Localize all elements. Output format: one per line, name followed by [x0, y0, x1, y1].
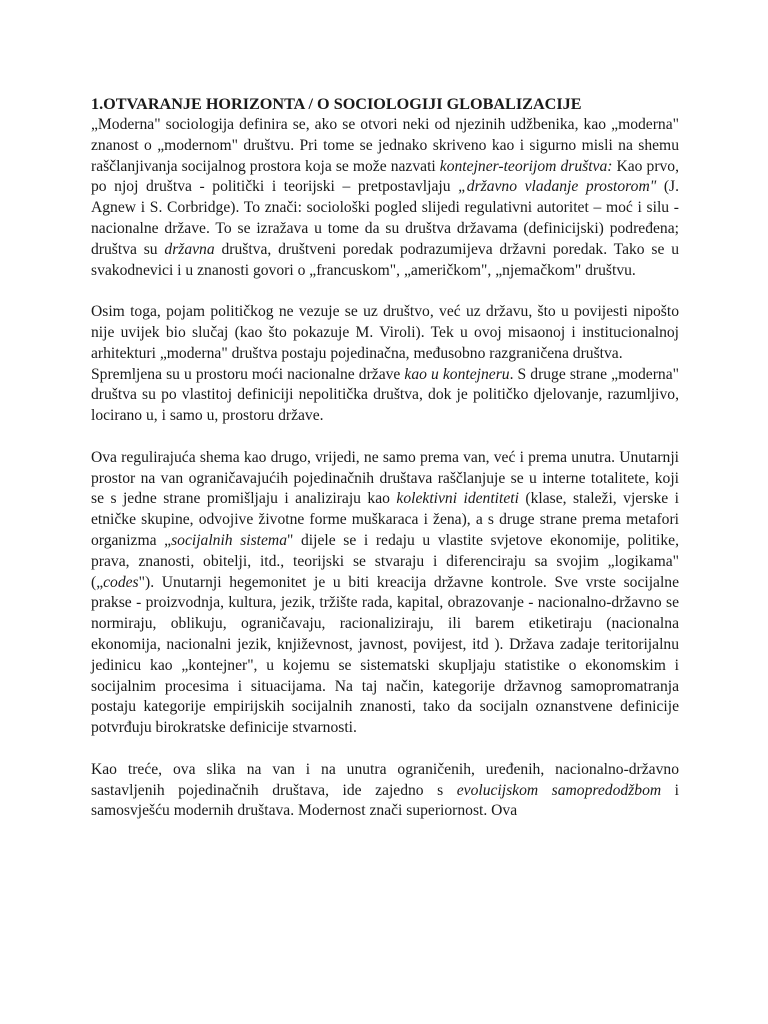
- italic-run: kolektivni identiteti: [396, 490, 519, 508]
- text-run: Osim toga, pojam političkog ne vezuje se uz društvo, već uz državu, što u povijesti nipošto nije uvijek bio slučaj (kao što pokazuje M. Viroli). Tek u ovoj misaonoj i institucionalnoj arhitekturi „moderna" društva postaju pojedinačna, međusobno razgraničena društva.: [91, 303, 679, 362]
- paragraph-4: [91, 448, 679, 739]
- paragraph-3: [91, 365, 679, 427]
- text-run: Ova regulirajuća shema kao drugo, vrijedi, ne samo prema van, već i prema unutra. Unutarnji prostor na van ograničavajućih pojedinačnih društava raščlanjuje se u interne totalitete, koji se s jedne strane promišljaju i analiziraju kao: [91, 448, 679, 508]
- paragraph-2: [91, 302, 679, 364]
- text-run: (J. Agnew i S. Corbridge). To znači: sociološki pogled slijedi regulativni autoritet – moć i silu - nacionalne države. To se izražava u tome da su društva državama (definicijski) podređena; društva su: [91, 178, 680, 258]
- text-run: "). Unutarnji hegemonitet je u biti kreacija državne kontrole. Sve vrste socijalne prakse - proizvodnja, kultura, jezik, tržište rada, kapital, obrazovanje - nacionalno-državno se normiraju, oblikuju, ograničavaju, racionaliziraju, ili barem etiketiraju (nacionalna ekonomija, nacionalni jezik, književnost, javnost, povijest, itd ). Država zadaje teritorijalnu jedinicu kao „kontejner", u kojemu se sistematski skupljaju statistike o ekonomskim i socijalnim procesima i situacijama. Na taj način, kategorije državnog samopromatranja postaju kategorije empirijskih socijalnih znanosti, tako da socijaln oznanstvene definicije potvrđuju birokratske definicije stvarnosti.: [91, 573, 679, 737]
- italic-run: kontejner-teorijom društva:: [439, 157, 613, 175]
- document-title: 1.OTVARANJE HORIZONTA / O SOCIOLOGIJI GLOBALIZACIJE: [91, 95, 582, 113]
- italic-run: „državno vladanje prostorom": [458, 178, 657, 196]
- italic-run: codes: [103, 573, 139, 591]
- text-run: i samosvješću modernih društava. Modernost znači superiornost. Ova: [91, 781, 679, 820]
- text-run: Spremljena su u prostoru moći nacionalne države: [91, 365, 405, 383]
- document-page: [91, 94, 679, 822]
- text-run: (klase, staleži, vjerske i etničke skupine, odvojive životne forme muškaraca i žena), a s druge strane prema metafori organizma „: [91, 490, 679, 549]
- text-run: Kao prvo, po njoj društva - politički i teorijski – pretpostavljaju: [91, 157, 680, 196]
- text-run: " dijele se i redaju u vlastite svjetove ekonomije, politike, prava, znanosti, obitelji, itd., teorijski se stvaraju i diferenciraju sa svojim „logikama" („: [91, 531, 679, 591]
- paragraph-1: [91, 115, 679, 281]
- text-run: društva, društveni poredak podrazumijeva državni poredak. Tako se u svakodnevici i u znanosti govori o „francuskom", „američkom", „njemačkom" društvu.: [91, 240, 680, 279]
- text-run: . S druge strane „moderna" društva su po vlastitoj definiciji nepolitička društva, dok je političko djelovanje, razumljivo, locirano u, i samo u, prostoru države.: [91, 365, 679, 425]
- italic-run: socijalnih sistema: [171, 531, 287, 549]
- italic-run: evolucijskom samopredodžbom: [456, 781, 662, 799]
- italic-run: kao u kontejneru: [404, 365, 510, 383]
- text-run: Kao treće, ova slika na van i na unutra ograničenih, uređenih, nacionalno-državno sastavljenih pojedinačnih društava, ide zajedno s: [91, 760, 679, 799]
- paragraph-5: [91, 760, 679, 822]
- text-run: „Moderna" sociologija definira se, ako se otvori neki od njezinih udžbenika, kao „moderna" znanost o „modernom" društvu. Pri tome se jednako skriveno kao i sigurno misli na shemu raščlanjivanja socijalnog prostora koja se može nazvati: [91, 116, 679, 175]
- italic-run: državna: [164, 240, 215, 258]
